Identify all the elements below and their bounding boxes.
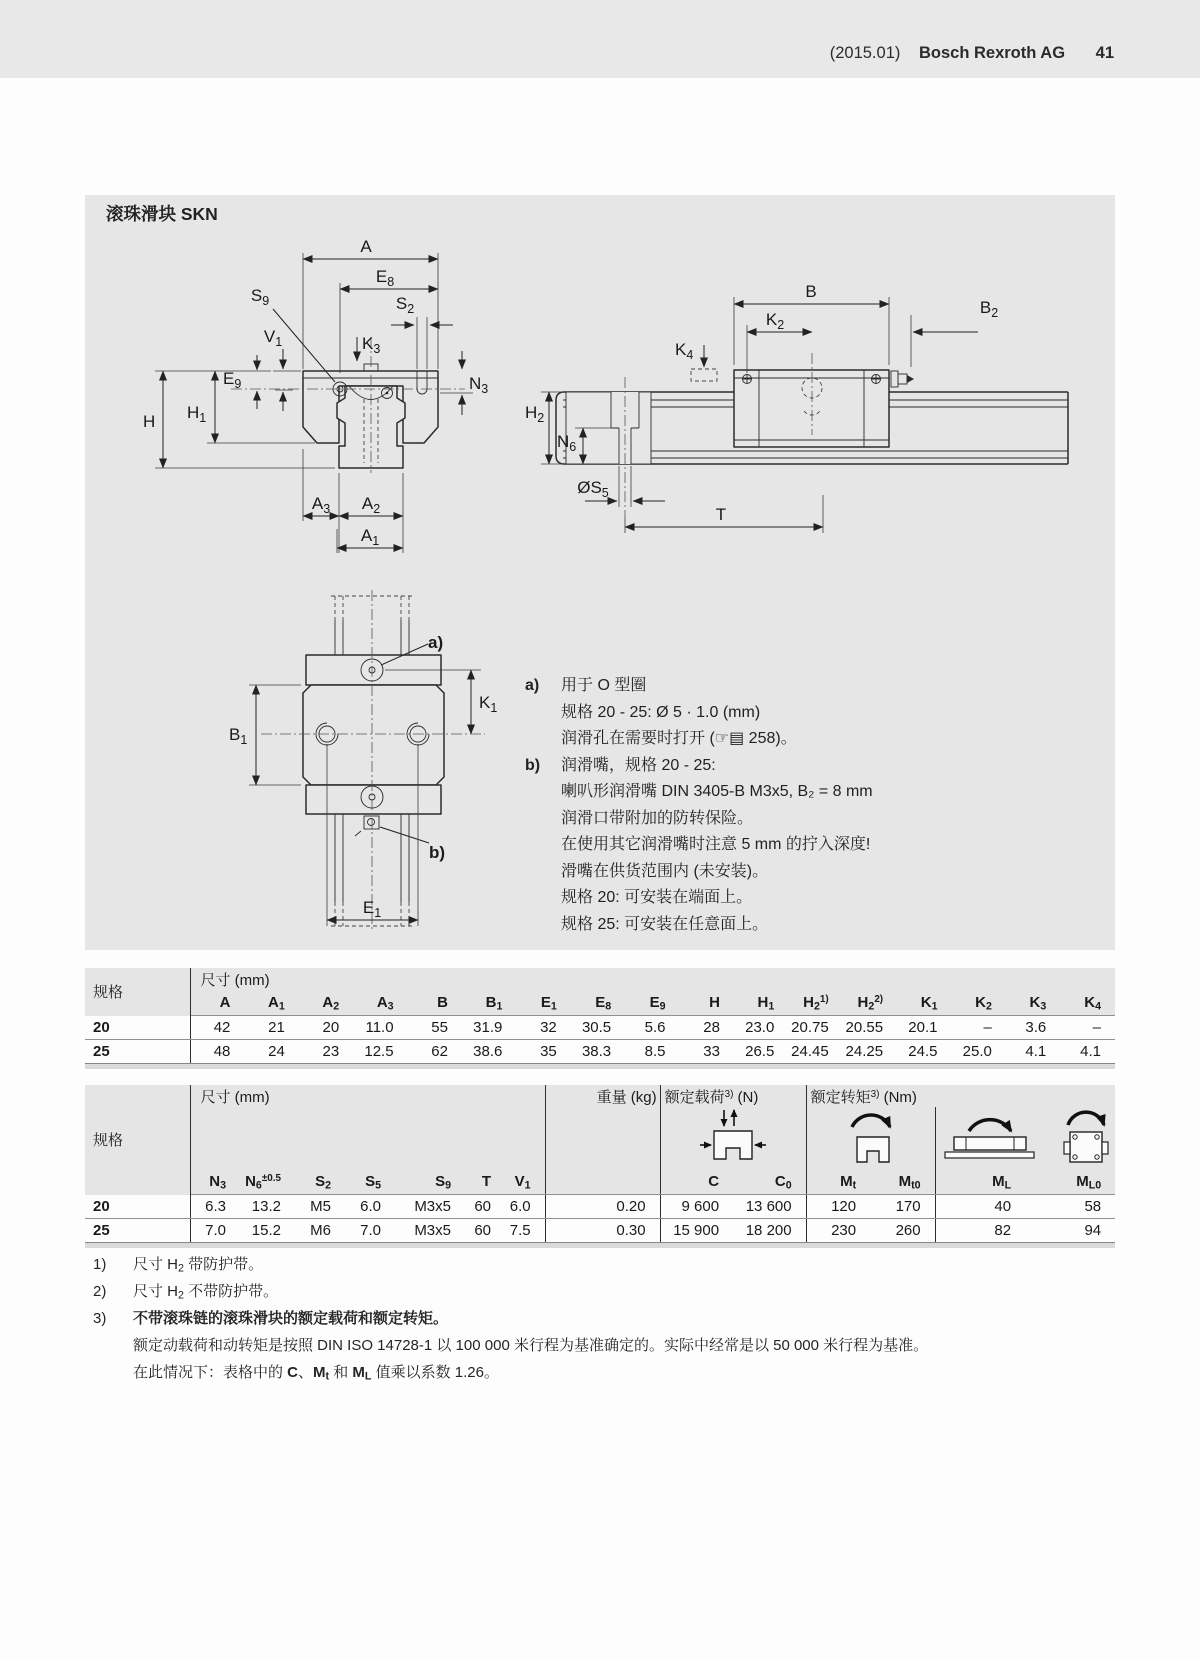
callout-b: b) — [429, 843, 446, 862]
dimensions-table — [85, 968, 1115, 1064]
note-line: 润滑嘴，规格 20 - 25: — [561, 756, 716, 774]
cell: 23 — [299, 1040, 353, 1064]
column-header: $H_2^{2)}$ — [843, 990, 897, 1016]
cell: 24 — [244, 1040, 298, 1064]
dim-label: $E_9$ — [223, 369, 242, 391]
footnote-line — [93, 1305, 1115, 1332]
cell: 9 600 — [660, 1195, 733, 1219]
column-header: $M_{t0}$ — [870, 1169, 935, 1195]
dim-label: T — [715, 505, 727, 524]
torque-group-header: 额定转矩$^{3)}$ (Nm) — [806, 1085, 1115, 1107]
note-line: 在使用其它润滑嘴时注意 5 mm 的拧入深度! — [561, 836, 871, 853]
column-header: $M_t$ — [806, 1169, 870, 1195]
dim-label: $E_1$ — [362, 898, 382, 920]
torque-ml-icon — [942, 1115, 1037, 1165]
cell: 230 — [806, 1219, 870, 1243]
cell: 8.5 — [625, 1040, 679, 1064]
cell: 5.6 — [625, 1016, 679, 1040]
cell: 7.5 — [505, 1219, 545, 1243]
footnotes-block — [93, 1251, 1115, 1386]
column-header: B — [408, 990, 462, 1016]
column-header: $N_6^{\pm 0.5}$ — [240, 1169, 295, 1195]
side-view-diagram — [523, 255, 1098, 545]
dims-group-header: 尺寸 (mm) — [190, 968, 1115, 990]
cell: 12.5 — [353, 1040, 407, 1064]
cell: 0.20 — [545, 1195, 660, 1219]
cell: 7.0 — [190, 1219, 240, 1243]
cell: 20.55 — [843, 1016, 897, 1040]
column-header: $H_1$ — [734, 990, 788, 1016]
top-view-diagram — [223, 580, 543, 942]
spec-value: 20 — [85, 1016, 190, 1040]
table-row — [85, 1195, 1115, 1219]
column-header: H — [680, 990, 734, 1016]
cell: 24.5 — [897, 1040, 951, 1064]
cell: 30.5 — [571, 1016, 625, 1040]
dim-label: $S_9$ — [250, 286, 270, 308]
column-header: $S_2$ — [295, 1169, 345, 1195]
weight-group-header: 重量 (kg) — [545, 1085, 660, 1107]
dim-label: A — [360, 237, 372, 256]
page-number: 41 — [1095, 44, 1114, 62]
cell: 62 — [408, 1040, 462, 1064]
column-header — [545, 1169, 660, 1195]
footnote-number: 1) — [93, 1256, 107, 1273]
note-a — [525, 673, 1110, 753]
cell: 0.30 — [545, 1219, 660, 1243]
dim-label: $K_3$ — [362, 334, 381, 356]
dim-label: $K_4$ — [675, 340, 694, 362]
footnote-line — [93, 1278, 1115, 1305]
dim-label: $K_2$ — [765, 310, 785, 332]
column-header: $K_4$ — [1060, 990, 1115, 1016]
cell: – — [1060, 1016, 1115, 1040]
cell: 7.0 — [345, 1219, 395, 1243]
cell: 38.6 — [462, 1040, 516, 1064]
cell: 58 — [1025, 1195, 1115, 1219]
dim-label: $N_3$ — [469, 374, 489, 396]
dim-label: H — [143, 412, 156, 431]
cell: 82 — [935, 1219, 1025, 1243]
dims-group-header: 尺寸 (mm) — [190, 1085, 545, 1107]
dim-label: $A_2$ — [361, 494, 381, 516]
dim-label: $K_1$ — [479, 693, 498, 715]
dimensions-table-wrap — [85, 968, 1115, 1069]
note-line: 润滑口带附加的防转保险。 — [561, 809, 754, 827]
note-line: 喇叭形润滑嘴 DIN 3405-B M3x5, B₂ = 8 mm — [561, 783, 873, 800]
cross-section-diagram — [135, 221, 565, 576]
column-header: $C_0$ — [733, 1169, 806, 1195]
note-line: 滑嘴在供货范围内 (未安装)。 — [561, 862, 769, 880]
load-group-header: 额定载荷$^{3)}$ (N) — [660, 1085, 806, 1107]
cell: 3.6 — [1006, 1016, 1060, 1040]
footnote-line — [93, 1251, 1115, 1278]
edition-date: (2015.01) — [829, 44, 901, 62]
cell: 6.3 — [190, 1195, 240, 1219]
footnote-number — [93, 1359, 133, 1386]
cell: M3x5 — [395, 1219, 465, 1243]
dim-label: $B_2$ — [979, 298, 999, 320]
cell: – — [951, 1016, 1005, 1040]
column-header: $K_3$ — [1006, 990, 1060, 1016]
cell: 11.0 — [353, 1016, 407, 1040]
dim-label: $E_8$ — [375, 267, 395, 289]
footnote-text: 不带滚珠链的滚珠滑块的额定载荷和额定转矩。 — [133, 1310, 449, 1327]
column-header: $V_1$ — [505, 1169, 545, 1195]
table-row — [85, 1219, 1115, 1243]
brand-name: Bosch Rexroth AG — [918, 44, 1066, 62]
cell: 4.1 — [1006, 1040, 1060, 1064]
table-bottom-band — [85, 1064, 1115, 1069]
footnote-text: 在此情况下：表格中的 C、$M_t$ 和 $M_L$ 值乘以系数 1.26。 — [133, 1364, 499, 1383]
cell: 170 — [870, 1195, 935, 1219]
callout-a: a) — [428, 633, 444, 652]
cell: 18 200 — [733, 1219, 806, 1243]
column-header: $E_8$ — [571, 990, 625, 1016]
column-header: $K_2$ — [951, 990, 1005, 1016]
cell: 33 — [680, 1040, 734, 1064]
column-header: $E_9$ — [625, 990, 679, 1016]
cell: 38.3 — [571, 1040, 625, 1064]
table-bottom-band — [85, 1243, 1115, 1248]
cell: 24.25 — [843, 1040, 897, 1064]
cell: 42 — [190, 1016, 244, 1040]
spec-value: 25 — [85, 1219, 190, 1243]
cell: 28 — [680, 1016, 734, 1040]
cell: 15.2 — [240, 1219, 295, 1243]
note-line: 润滑孔在需要时打开 (☞▤ 258)。 — [561, 730, 797, 747]
column-header: $M_{L0}$ — [1025, 1169, 1115, 1195]
dim-label: $B_1$ — [229, 725, 248, 747]
cell: 15 900 — [660, 1219, 733, 1243]
cell: 4.1 — [1060, 1040, 1115, 1064]
diagram-panel — [85, 195, 1115, 950]
note-a-marker: a) — [525, 677, 540, 694]
top-band — [0, 0, 1200, 78]
column-header: T — [465, 1169, 505, 1195]
column-header: $A_3$ — [353, 990, 407, 1016]
cell: 13.2 — [240, 1195, 295, 1219]
icon-row — [85, 1107, 1115, 1169]
notes-block — [525, 673, 1110, 938]
note-line: 规格 20: 可安装在端面上。 — [561, 889, 753, 906]
cell: 32 — [516, 1016, 570, 1040]
column-header: $A_1$ — [244, 990, 298, 1016]
cell: 260 — [870, 1219, 935, 1243]
footnote-text: 额定动载荷和动转矩是按照 DIN ISO 14728-1 以 100 000 米行程为基准确定的。实际中经常是以 50 000 米行程为基准。 — [133, 1337, 929, 1354]
footnote-line — [93, 1332, 1115, 1359]
footnote-number: 2) — [93, 1283, 107, 1300]
cell: 94 — [1025, 1219, 1115, 1243]
footnote-line — [93, 1359, 1115, 1386]
cell: 40 — [935, 1195, 1025, 1219]
cell: 60 — [465, 1219, 505, 1243]
dim-label: $H_1$ — [187, 403, 207, 425]
column-header: $E_1$ — [516, 990, 570, 1016]
note-line: 用于 O 型圈 — [561, 677, 647, 694]
spec-column-header: 规格 — [85, 968, 190, 1016]
cell: 26.5 — [734, 1040, 788, 1064]
spec-value: 20 — [85, 1195, 190, 1219]
cell: 55 — [408, 1016, 462, 1040]
column-header: $A_2$ — [299, 990, 353, 1016]
table-row — [85, 1016, 1115, 1040]
column-header: $B_1$ — [462, 990, 516, 1016]
spec-value: 25 — [85, 1040, 190, 1064]
column-header: C — [660, 1169, 733, 1195]
runner-block-top-view — [261, 590, 485, 932]
column-header: $H_2^{1)}$ — [788, 990, 842, 1016]
column-header: $S_5$ — [345, 1169, 395, 1195]
torque-mt-icon — [839, 1107, 903, 1165]
dim-label: $A_3$ — [311, 494, 331, 516]
cell: 24.45 — [788, 1040, 842, 1064]
cell: 20.1 — [897, 1016, 951, 1040]
dim-label: $H_2$ — [525, 403, 545, 425]
cell: 23.0 — [734, 1016, 788, 1040]
loads-table-wrap — [85, 1085, 1115, 1248]
cell: 25.0 — [951, 1040, 1005, 1064]
footnote-text: 尺寸 $H_2$ 带防护带。 — [133, 1256, 264, 1275]
note-b-marker: b) — [525, 756, 541, 774]
cell: 13 600 — [733, 1195, 806, 1219]
dim-label: B — [805, 282, 817, 301]
dim-label: $N_6$ — [557, 432, 577, 454]
note-line: 规格 25: 可安装在任意面上。 — [561, 915, 769, 933]
page-header — [830, 44, 1114, 63]
dim-label: $A_1$ — [360, 526, 380, 548]
note-line: 规格 20 - 25: Ø 5 · 1.0 (mm) — [561, 703, 761, 721]
cell: M3x5 — [395, 1195, 465, 1219]
loads-table — [85, 1085, 1115, 1243]
note-b — [525, 753, 1110, 939]
footnote-text: 尺寸 $H_2$ 不带防护带。 — [133, 1283, 279, 1302]
cell: 35 — [516, 1040, 570, 1064]
cell: 21 — [244, 1016, 298, 1040]
torque-ml0-icon — [1053, 1107, 1119, 1165]
cell: 31.9 — [462, 1016, 516, 1040]
cell: 48 — [190, 1040, 244, 1064]
footnote-number: 3) — [93, 1310, 107, 1327]
column-header: $N_3$ — [190, 1169, 240, 1195]
spec-column-header: 规格 — [85, 1085, 190, 1195]
column-header: $M_L$ — [935, 1169, 1025, 1195]
dim-label: $S_2$ — [395, 294, 415, 316]
cell: M5 — [295, 1195, 345, 1219]
dim-label: $V_1$ — [263, 327, 283, 349]
column-header: $K_1$ — [897, 990, 951, 1016]
cell: M6 — [295, 1219, 345, 1243]
cell: 120 — [806, 1195, 870, 1219]
dim-label: $ØS_5$ — [577, 478, 609, 500]
cell: 6.0 — [345, 1195, 395, 1219]
column-header: A — [190, 990, 244, 1016]
cell: 60 — [465, 1195, 505, 1219]
footnote-number — [93, 1332, 133, 1359]
panel-title: 滚珠滑块 SKN — [106, 204, 218, 224]
cell: 20.75 — [788, 1016, 842, 1040]
cell: 6.0 — [505, 1195, 545, 1219]
cell: 20 — [299, 1016, 353, 1040]
load-rating-icon — [697, 1107, 769, 1165]
block-cross-section-outline — [231, 337, 465, 473]
table-row — [85, 1040, 1115, 1064]
column-header: $S_9$ — [395, 1169, 465, 1195]
